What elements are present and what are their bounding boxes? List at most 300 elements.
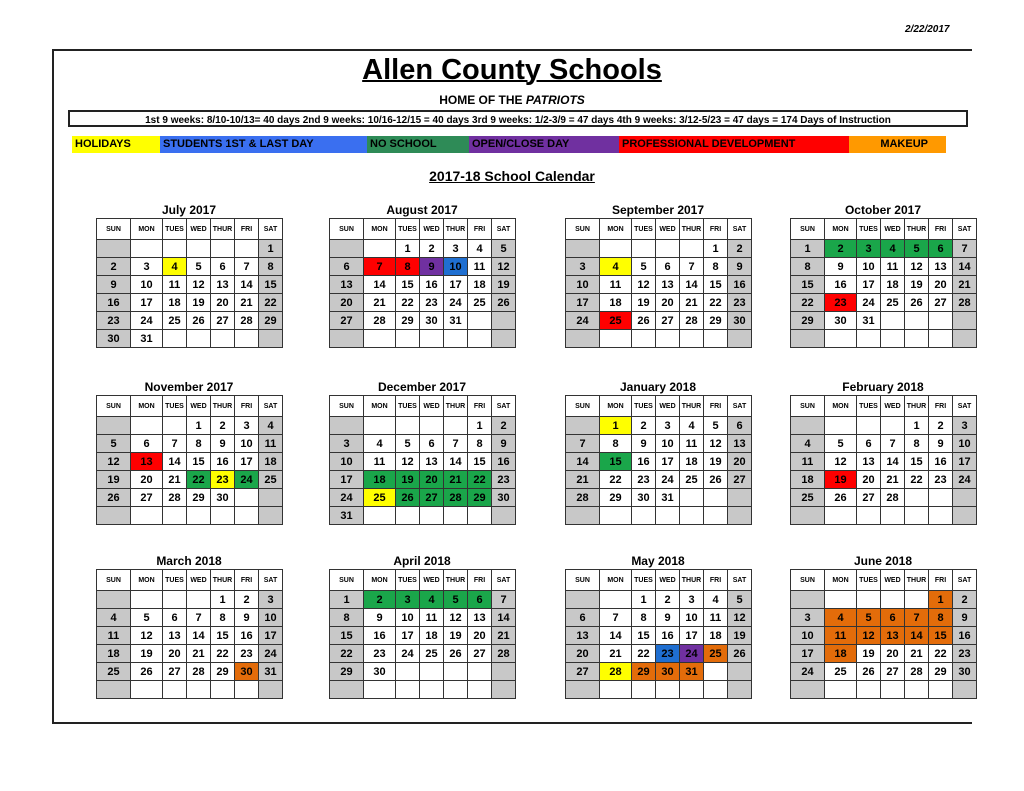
month-name: August 2017 xyxy=(386,203,458,217)
day-cell: 4 xyxy=(259,417,283,435)
empty-cell xyxy=(728,489,752,507)
day-cell: 26 xyxy=(492,294,516,312)
weekday-header: FRI xyxy=(704,219,728,240)
day-cell: 24 xyxy=(791,663,825,681)
empty-cell xyxy=(656,330,680,348)
day-cell: 31 xyxy=(857,312,881,330)
empty-cell xyxy=(881,312,905,330)
month-calendar xyxy=(565,202,751,348)
day-cell-mk: 7 xyxy=(905,609,929,627)
day-cell: 27 xyxy=(881,663,905,681)
week-row xyxy=(330,489,516,507)
day-cell-hol: 28 xyxy=(600,663,632,681)
day-cell: 15 xyxy=(468,453,492,471)
empty-cell xyxy=(420,417,444,435)
weekday-header: SAT xyxy=(492,570,516,591)
day-cell: 10 xyxy=(330,453,364,471)
day-cell: 25 xyxy=(163,312,187,330)
day-cell: 6 xyxy=(728,417,752,435)
week-row xyxy=(791,330,977,348)
empty-cell xyxy=(492,330,516,348)
day-cell-mk: 31 xyxy=(680,663,704,681)
day-cell: 27 xyxy=(728,471,752,489)
day-cell: 12 xyxy=(704,435,728,453)
empty-cell xyxy=(364,681,396,699)
week-row xyxy=(566,312,752,330)
day-cell: 16 xyxy=(656,627,680,645)
empty-cell xyxy=(905,681,929,699)
day-cell: 12 xyxy=(905,258,929,276)
empty-cell xyxy=(420,663,444,681)
day-cell-mk: 30 xyxy=(235,663,259,681)
weekday-header: SUN xyxy=(791,219,825,240)
week-row xyxy=(97,276,283,294)
day-cell: 5 xyxy=(492,240,516,258)
empty-cell xyxy=(600,507,632,525)
day-cell: 31 xyxy=(330,507,364,525)
day-cell: 10 xyxy=(566,276,600,294)
week-row xyxy=(97,435,283,453)
empty-cell xyxy=(259,330,283,348)
day-cell: 14 xyxy=(492,609,516,627)
empty-cell xyxy=(600,681,632,699)
empty-cell xyxy=(656,507,680,525)
day-cell-pd: 19 xyxy=(825,471,857,489)
empty-cell xyxy=(235,489,259,507)
weekday-header: WED xyxy=(420,396,444,417)
week-row xyxy=(791,312,977,330)
day-cell: 10 xyxy=(396,609,420,627)
week-row xyxy=(566,507,752,525)
empty-cell xyxy=(211,507,235,525)
weekday-header: WED xyxy=(656,396,680,417)
day-cell: 10 xyxy=(131,276,163,294)
month-grid xyxy=(565,218,752,348)
empty-cell xyxy=(929,507,953,525)
day-cell: 13 xyxy=(929,258,953,276)
day-cell: 19 xyxy=(131,645,163,663)
empty-cell xyxy=(905,507,929,525)
day-cell: 9 xyxy=(364,609,396,627)
day-cell: 7 xyxy=(600,609,632,627)
empty-cell xyxy=(396,507,420,525)
day-cell: 30 xyxy=(492,489,516,507)
empty-cell xyxy=(235,681,259,699)
day-cell: 9 xyxy=(211,435,235,453)
day-cell: 10 xyxy=(259,609,283,627)
day-cell: 24 xyxy=(330,489,364,507)
empty-cell xyxy=(444,507,468,525)
weekday-header: WED xyxy=(881,396,905,417)
day-cell: 4 xyxy=(468,240,492,258)
empty-cell xyxy=(881,507,905,525)
month-calendar xyxy=(96,379,282,525)
week-row xyxy=(330,276,516,294)
empty-cell xyxy=(468,330,492,348)
day-cell: 16 xyxy=(825,276,857,294)
weekday-header: TUES xyxy=(632,219,656,240)
day-cell-nos: 4 xyxy=(420,591,444,609)
day-cell-nos: 2 xyxy=(825,240,857,258)
week-row xyxy=(97,681,283,699)
empty-cell xyxy=(566,681,600,699)
empty-cell xyxy=(420,507,444,525)
day-cell: 22 xyxy=(905,471,929,489)
empty-cell xyxy=(825,591,857,609)
day-cell: 7 xyxy=(163,435,187,453)
day-cell: 14 xyxy=(881,453,905,471)
legend-item-nos: NO SCHOOL xyxy=(367,136,469,153)
day-cell: 22 xyxy=(396,294,420,312)
day-cell: 11 xyxy=(259,435,283,453)
day-cell: 26 xyxy=(131,663,163,681)
weekday-header: MON xyxy=(364,570,396,591)
day-cell-nos: 3 xyxy=(857,240,881,258)
month-name: February 2018 xyxy=(842,380,924,394)
empty-cell xyxy=(857,507,881,525)
month-grid xyxy=(329,395,516,525)
weekday-header: THUR xyxy=(905,219,929,240)
empty-cell xyxy=(364,507,396,525)
day-cell-nos: 18 xyxy=(364,471,396,489)
week-row xyxy=(566,627,752,645)
empty-cell xyxy=(420,681,444,699)
week-row xyxy=(566,471,752,489)
day-cell: 29 xyxy=(259,312,283,330)
day-cell: 22 xyxy=(600,471,632,489)
legend-item-hol: HOLIDAYS xyxy=(72,136,160,153)
day-cell: 16 xyxy=(364,627,396,645)
weekday-header: WED xyxy=(656,570,680,591)
day-cell: 3 xyxy=(131,258,163,276)
week-row xyxy=(330,240,516,258)
weekday-header: TUES xyxy=(857,396,881,417)
day-cell: 29 xyxy=(600,489,632,507)
day-cell: 24 xyxy=(259,645,283,663)
week-row xyxy=(791,507,977,525)
empty-cell xyxy=(259,507,283,525)
week-row xyxy=(791,489,977,507)
month-name: March 2018 xyxy=(156,554,222,568)
day-cell: 28 xyxy=(680,312,704,330)
weekday-header: MON xyxy=(131,570,163,591)
day-cell: 16 xyxy=(235,627,259,645)
day-cell: 24 xyxy=(656,471,680,489)
weekday-header: THUR xyxy=(211,396,235,417)
day-cell: 12 xyxy=(396,453,420,471)
day-cell: 22 xyxy=(704,294,728,312)
day-cell-nos: 3 xyxy=(396,591,420,609)
week-row xyxy=(330,330,516,348)
day-cell: 1 xyxy=(396,240,420,258)
day-cell: 20 xyxy=(468,627,492,645)
empty-cell xyxy=(791,330,825,348)
day-cell: 18 xyxy=(791,471,825,489)
weekday-header: SUN xyxy=(566,570,600,591)
empty-cell xyxy=(131,507,163,525)
weekday-header: MON xyxy=(131,396,163,417)
day-cell: 12 xyxy=(97,453,131,471)
month-name: January 2018 xyxy=(619,380,697,394)
empty-cell xyxy=(97,240,131,258)
day-cell: 28 xyxy=(364,312,396,330)
weekday-header: THUR xyxy=(211,219,235,240)
weekday-header: SAT xyxy=(259,219,283,240)
day-cell: 15 xyxy=(187,453,211,471)
day-cell: 26 xyxy=(857,663,881,681)
weekday-header: FRI xyxy=(704,396,728,417)
weekday-header: MON xyxy=(600,570,632,591)
weekday-header: FRI xyxy=(235,219,259,240)
day-cell: 11 xyxy=(163,276,187,294)
day-cell: 19 xyxy=(97,471,131,489)
empty-cell xyxy=(881,417,905,435)
day-cell: 12 xyxy=(492,258,516,276)
day-cell: 19 xyxy=(857,645,881,663)
weekday-header: WED xyxy=(187,219,211,240)
day-cell: 2 xyxy=(420,240,444,258)
weekday-header: SAT xyxy=(492,219,516,240)
empty-cell xyxy=(235,330,259,348)
day-cell: 9 xyxy=(728,258,752,276)
day-cell: 15 xyxy=(704,276,728,294)
month-calendar xyxy=(565,553,751,699)
day-cell-hol: 23 xyxy=(211,471,235,489)
empty-cell xyxy=(396,681,420,699)
day-cell: 2 xyxy=(632,417,656,435)
weekday-header: FRI xyxy=(929,570,953,591)
day-cell: 5 xyxy=(704,417,728,435)
empty-cell xyxy=(704,663,728,681)
day-cell: 16 xyxy=(492,453,516,471)
weekday-header: THUR xyxy=(444,219,468,240)
day-cell: 4 xyxy=(680,417,704,435)
week-row xyxy=(97,627,283,645)
week-row xyxy=(330,294,516,312)
day-cell: 18 xyxy=(259,453,283,471)
empty-cell xyxy=(704,489,728,507)
day-cell: 27 xyxy=(566,663,600,681)
day-cell: 27 xyxy=(857,489,881,507)
weekday-header: SUN xyxy=(330,219,364,240)
day-cell: 24 xyxy=(953,471,977,489)
day-cell: 30 xyxy=(632,489,656,507)
day-cell: 5 xyxy=(396,435,420,453)
day-cell: 29 xyxy=(330,663,364,681)
day-cell: 18 xyxy=(600,294,632,312)
week-row xyxy=(791,240,977,258)
empty-cell xyxy=(881,591,905,609)
day-cell: 16 xyxy=(420,276,444,294)
day-cell: 10 xyxy=(656,435,680,453)
empty-cell xyxy=(259,489,283,507)
weekday-header: MON xyxy=(825,570,857,591)
day-cell: 7 xyxy=(953,240,977,258)
weekday-header: WED xyxy=(420,570,444,591)
day-cell: 6 xyxy=(857,435,881,453)
day-cell: 25 xyxy=(420,645,444,663)
day-cell: 10 xyxy=(235,435,259,453)
week-row xyxy=(330,681,516,699)
day-cell: 15 xyxy=(632,627,656,645)
day-cell: 15 xyxy=(396,276,420,294)
day-cell: 4 xyxy=(791,435,825,453)
day-cell: 23 xyxy=(235,645,259,663)
weekday-header: SUN xyxy=(330,396,364,417)
day-cell: 27 xyxy=(468,645,492,663)
day-cell-nos: 5 xyxy=(444,591,468,609)
week-row xyxy=(330,435,516,453)
subtitle xyxy=(0,93,1024,107)
day-cell-mk: 11 xyxy=(825,627,857,645)
empty-cell xyxy=(825,507,857,525)
weekday-header: WED xyxy=(420,219,444,240)
day-cell: 20 xyxy=(566,645,600,663)
day-cell: 27 xyxy=(211,312,235,330)
day-cell: 24 xyxy=(444,294,468,312)
day-cell: 21 xyxy=(364,294,396,312)
day-cell: 15 xyxy=(791,276,825,294)
weekday-header: SAT xyxy=(953,219,977,240)
empty-cell xyxy=(825,681,857,699)
day-cell: 5 xyxy=(825,435,857,453)
day-cell-nos: 27 xyxy=(420,489,444,507)
day-cell: 15 xyxy=(259,276,283,294)
day-cell: 17 xyxy=(791,645,825,663)
day-cell: 25 xyxy=(97,663,131,681)
day-cell: 19 xyxy=(632,294,656,312)
empty-cell xyxy=(857,417,881,435)
day-cell: 16 xyxy=(97,294,131,312)
day-cell: 26 xyxy=(187,312,211,330)
week-row xyxy=(97,258,283,276)
weekday-header: SAT xyxy=(953,570,977,591)
day-cell-nos: 22 xyxy=(187,471,211,489)
week-row xyxy=(97,489,283,507)
day-cell: 1 xyxy=(330,591,364,609)
day-cell: 8 xyxy=(791,258,825,276)
day-cell: 19 xyxy=(444,627,468,645)
day-cell: 30 xyxy=(364,663,396,681)
day-cell-pd: 8 xyxy=(396,258,420,276)
empty-cell xyxy=(728,330,752,348)
day-cell: 12 xyxy=(444,609,468,627)
empty-cell xyxy=(600,591,632,609)
month-grid xyxy=(790,218,977,348)
week-row xyxy=(566,276,752,294)
weekday-header: FRI xyxy=(704,570,728,591)
day-cell: 9 xyxy=(953,609,977,627)
weekday-header: THUR xyxy=(444,396,468,417)
day-cell: 23 xyxy=(632,471,656,489)
empty-cell xyxy=(566,507,600,525)
day-cell: 2 xyxy=(211,417,235,435)
week-row xyxy=(97,312,283,330)
day-cell: 7 xyxy=(492,591,516,609)
day-cell: 17 xyxy=(857,276,881,294)
empty-cell xyxy=(680,507,704,525)
day-cell: 30 xyxy=(953,663,977,681)
empty-cell xyxy=(566,330,600,348)
week-row xyxy=(97,663,283,681)
day-cell-pd: 23 xyxy=(825,294,857,312)
day-cell: 17 xyxy=(131,294,163,312)
day-cell: 14 xyxy=(364,276,396,294)
day-cell: 11 xyxy=(600,276,632,294)
month-name: June 2018 xyxy=(853,554,913,568)
day-cell-nos: 28 xyxy=(444,489,468,507)
weekday-header: MON xyxy=(131,219,163,240)
day-cell: 1 xyxy=(187,417,211,435)
empty-cell xyxy=(953,312,977,330)
empty-cell xyxy=(131,591,163,609)
empty-cell xyxy=(566,417,600,435)
week-row xyxy=(566,489,752,507)
day-cell: 18 xyxy=(420,627,444,645)
day-cell: 21 xyxy=(187,645,211,663)
weekday-header: SAT xyxy=(953,396,977,417)
empty-cell xyxy=(131,417,163,435)
weekday-header: TUES xyxy=(396,396,420,417)
empty-cell xyxy=(364,330,396,348)
day-cell: 3 xyxy=(566,258,600,276)
day-cell: 20 xyxy=(330,294,364,312)
weekday-header: TUES xyxy=(632,396,656,417)
day-cell: 6 xyxy=(211,258,235,276)
weekday-header: THUR xyxy=(905,396,929,417)
weekday-header: TUES xyxy=(396,219,420,240)
empty-cell xyxy=(187,330,211,348)
day-cell: 13 xyxy=(728,435,752,453)
month-grid xyxy=(96,395,283,525)
day-cell: 2 xyxy=(656,591,680,609)
day-cell: 14 xyxy=(953,258,977,276)
day-cell: 2 xyxy=(235,591,259,609)
day-cell: 28 xyxy=(492,645,516,663)
day-cell: 17 xyxy=(235,453,259,471)
weekday-header: SAT xyxy=(728,396,752,417)
empty-cell xyxy=(905,330,929,348)
day-cell: 24 xyxy=(131,312,163,330)
empty-cell xyxy=(444,417,468,435)
empty-cell xyxy=(468,312,492,330)
week-row xyxy=(566,645,752,663)
day-cell: 4 xyxy=(364,435,396,453)
day-cell: 16 xyxy=(211,453,235,471)
empty-cell xyxy=(857,330,881,348)
day-cell: 25 xyxy=(791,489,825,507)
day-cell: 19 xyxy=(187,294,211,312)
day-cell: 5 xyxy=(131,609,163,627)
day-cell: 11 xyxy=(704,609,728,627)
day-cell: 31 xyxy=(131,330,163,348)
subtitle-mascot: PATRIOTS xyxy=(525,93,585,107)
day-cell: 7 xyxy=(881,435,905,453)
day-cell: 25 xyxy=(881,294,905,312)
week-row xyxy=(791,627,977,645)
weekday-header: MON xyxy=(825,219,857,240)
empty-cell xyxy=(632,681,656,699)
day-cell-mk: 30 xyxy=(656,663,680,681)
weekday-header: TUES xyxy=(163,396,187,417)
day-cell: 13 xyxy=(163,627,187,645)
day-cell: 12 xyxy=(728,609,752,627)
day-cell: 14 xyxy=(187,627,211,645)
day-cell-mk: 18 xyxy=(825,645,857,663)
empty-cell xyxy=(97,591,131,609)
empty-cell xyxy=(704,330,728,348)
day-cell: 21 xyxy=(235,294,259,312)
